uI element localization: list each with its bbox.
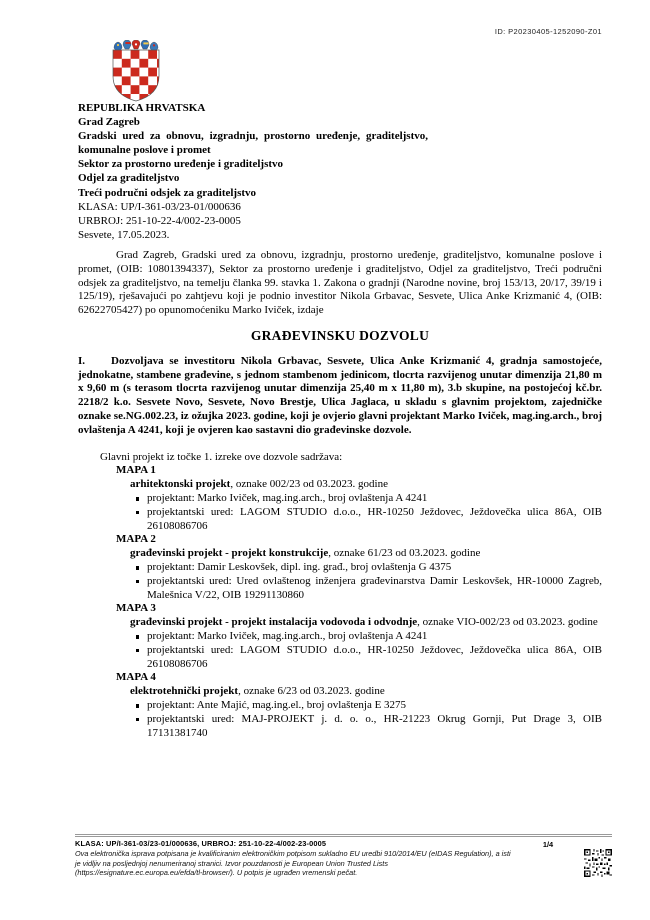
list-item: projektantski ured: LAGOM STUDIO d.o.o., HR-10250 Ježdovec, Ježdovečka ulica 86A, OIB 26108086706 [135,644,602,672]
qr-code-icon [584,848,612,883]
mapa-2-title-rest: , oznake 61/23 od 03.2023. godine [328,547,481,560]
letterhead-city: Grad Zagreb [78,116,140,129]
page-footer [75,834,612,883]
mapa-3-title-rest: , oznake VIO-002/23 od 03.2023. godine [417,616,598,629]
footer-legal-notice: Ova elektronička isprava potpisana je kvalificiranim elektroničkim potpisom sukladno EU uredbi 910/2014/EU (eIDAS Regulation), a isti je vidljiv na posljednjoj nenumeriranoj stranici. Izvor pouzdanosti je European Union Trusted Lists (https://esignature.ec.europa.eu/efda/tl-browser/). U potpis je ugrađen vremenski pečat. [75,849,511,878]
footer-text-block [75,839,512,878]
mapa-2-bullets [135,561,602,602]
section-1-text: Dozvoljava se investitoru Nikola Grbavac, Sesvete, Ulica Anke Krizmanić 4, gradnja samostojeće, jednokatne, stambene građevine, s jednom stambenom jedinicom, tlocrta razvijenog unutar dimenzija 21,80 m x 9,60 m (s terasom tlocrta razvijenog unutar dimenzija 25,40 m x 11,80 m), 3.b skupine, na postojećoj kč.br. 2218/2 k.o. Sesvete Novo, Sesvete, Novo Brestje, Ulica Jaglaca, u skladu s glavnim projektom, zajedničke oznake se.NG.002.23, iz ožujka 2023. godine, koji je ovjerio glavni projektant Marko Iviček, mag.ing.arch., broj ovlaštenja A 4241, koji je ovjeren kao sastavni dio građevinske dozvole. [78,354,602,436]
list-item: projektant: Marko Iviček, mag.ing.arch., broj ovlaštenja A 4241 [135,492,602,506]
section-1-numeral: I. [78,354,86,367]
letterhead-place-date: Sesvete, 17.05.2023. [78,228,170,241]
mapa-2-title-bold: građevinski projekt - projekt konstrukcije [130,547,329,560]
letterhead [78,101,428,242]
letterhead-office: Gradski ured za obnovu, izgradnju, prostorno uređenje, graditeljstvo, komunalne poslove i promet [78,130,428,157]
letterhead-unit: Treći područni odsjek za graditeljstvo [78,186,257,199]
mapa-1-title [130,478,602,492]
list-item: projektantski ured: MAJ-PROJEKT j. d. o. o., HR-21223 Okrug Gornji, Put Drage 3, OIB 17131381740 [135,713,602,741]
mapa-4-title-bold: elektrotehnički projekt [130,685,239,698]
list-item: projektant: Damir Leskovšek, dipl. ing. građ., broj ovlaštenja G 4375 [135,561,602,575]
mapa-2-title [130,547,602,561]
section-1-paragraph [78,355,602,438]
list-item: projektantski ured: LAGOM STUDIO d.o.o., HR-10250 Ježdovec, Ježdovečka ulica 86A, OIB 26108086706 [135,506,602,534]
croatia-coat-of-arms-icon [112,40,160,107]
mapa-4-title [130,685,602,699]
mapa-1-bullets [135,492,602,533]
letterhead-urbroj: URBROJ: 251-10-22-4/002-23-0005 [78,214,241,227]
mapa-4-bullets [135,699,602,740]
mapa-3-title-bold: građevinski projekt - projekt instalacija vodovoda i odvodnje [130,616,418,629]
mapa-1-title-bold: arhitektonski projekt [130,478,231,491]
intro-paragraph: Grad Zagreb, Gradski ured za obnovu, izgradnju, prostorno uređenje, graditeljstvo, komunalne poslove i promet, (OIB: 10801394337), Sektor za prostorno uređenje i graditeljstvo, Odjel za graditeljstvo, Treći područni odsjek za graditeljstvo, na temelju članka 99. stavka 1. Zakona o gradnji (Narodne novine, broj 153/13, 20/17, 39/19 i 125/19), rješavajući po zahtjevu koji je podnio investitor Nikola Grbavac, Sesvete, Ulica Anke Krizmanić 4, (OIB: 62622705427) po opunomoćeniku Marko Iviček, izdaje [78,249,602,317]
mapa-1-title-rest: , oznake 002/23 od 03.2023. godine [230,478,388,491]
letterhead-sector: Sektor za prostorno uređenje i graditeljstvo [78,158,284,171]
page-number: 1/4 [542,840,554,849]
document-body [78,249,602,740]
letterhead-department: Odjel za graditeljstvo [78,172,180,185]
mapa-3-name: MAPA 3 [116,602,156,615]
mapa-2-name: MAPA 2 [116,533,156,546]
list-item: projektant: Marko Iviček, mag.ing.arch., broj ovlaštenja A 4241 [135,630,602,644]
mapa-4-title-rest: , oznake 6/23 od 03.2023. godine [238,685,385,698]
letterhead-klasa: KLASA: UP/I-361-03/23-01/000636 [78,200,241,213]
document-title: GRAĐEVINSKU DOZVOLU [250,327,430,343]
mapa-3-title [130,616,602,630]
mapa-4-name: MAPA 4 [116,671,156,684]
mapa-1-name: MAPA 1 [116,464,156,477]
footer-klasa-line: KLASA: UP/I-361-03/23-01/000636, URBROJ: 251-10-22-4/002-23-0005 [75,839,327,848]
mapa-3-bullets [135,630,602,671]
main-project-lead: Glavni projekt iz točke 1. izreke ove dozvole sadržava: [100,450,343,463]
list-item: projektantski ured: Ured ovlaštenog inženjera građevinarstva Damir Leskovšek, HR-10000 Zagreb, Malešnica V/22, OIB 19291130860 [135,575,602,603]
document-id: ID: P20230405-1252090-Z01 [494,27,602,36]
letterhead-country: REPUBLIKA HRVATSKA [78,102,206,114]
list-item: projektant: Ante Majić, mag.ing.el., broj ovlaštenja E 3275 [135,699,602,713]
